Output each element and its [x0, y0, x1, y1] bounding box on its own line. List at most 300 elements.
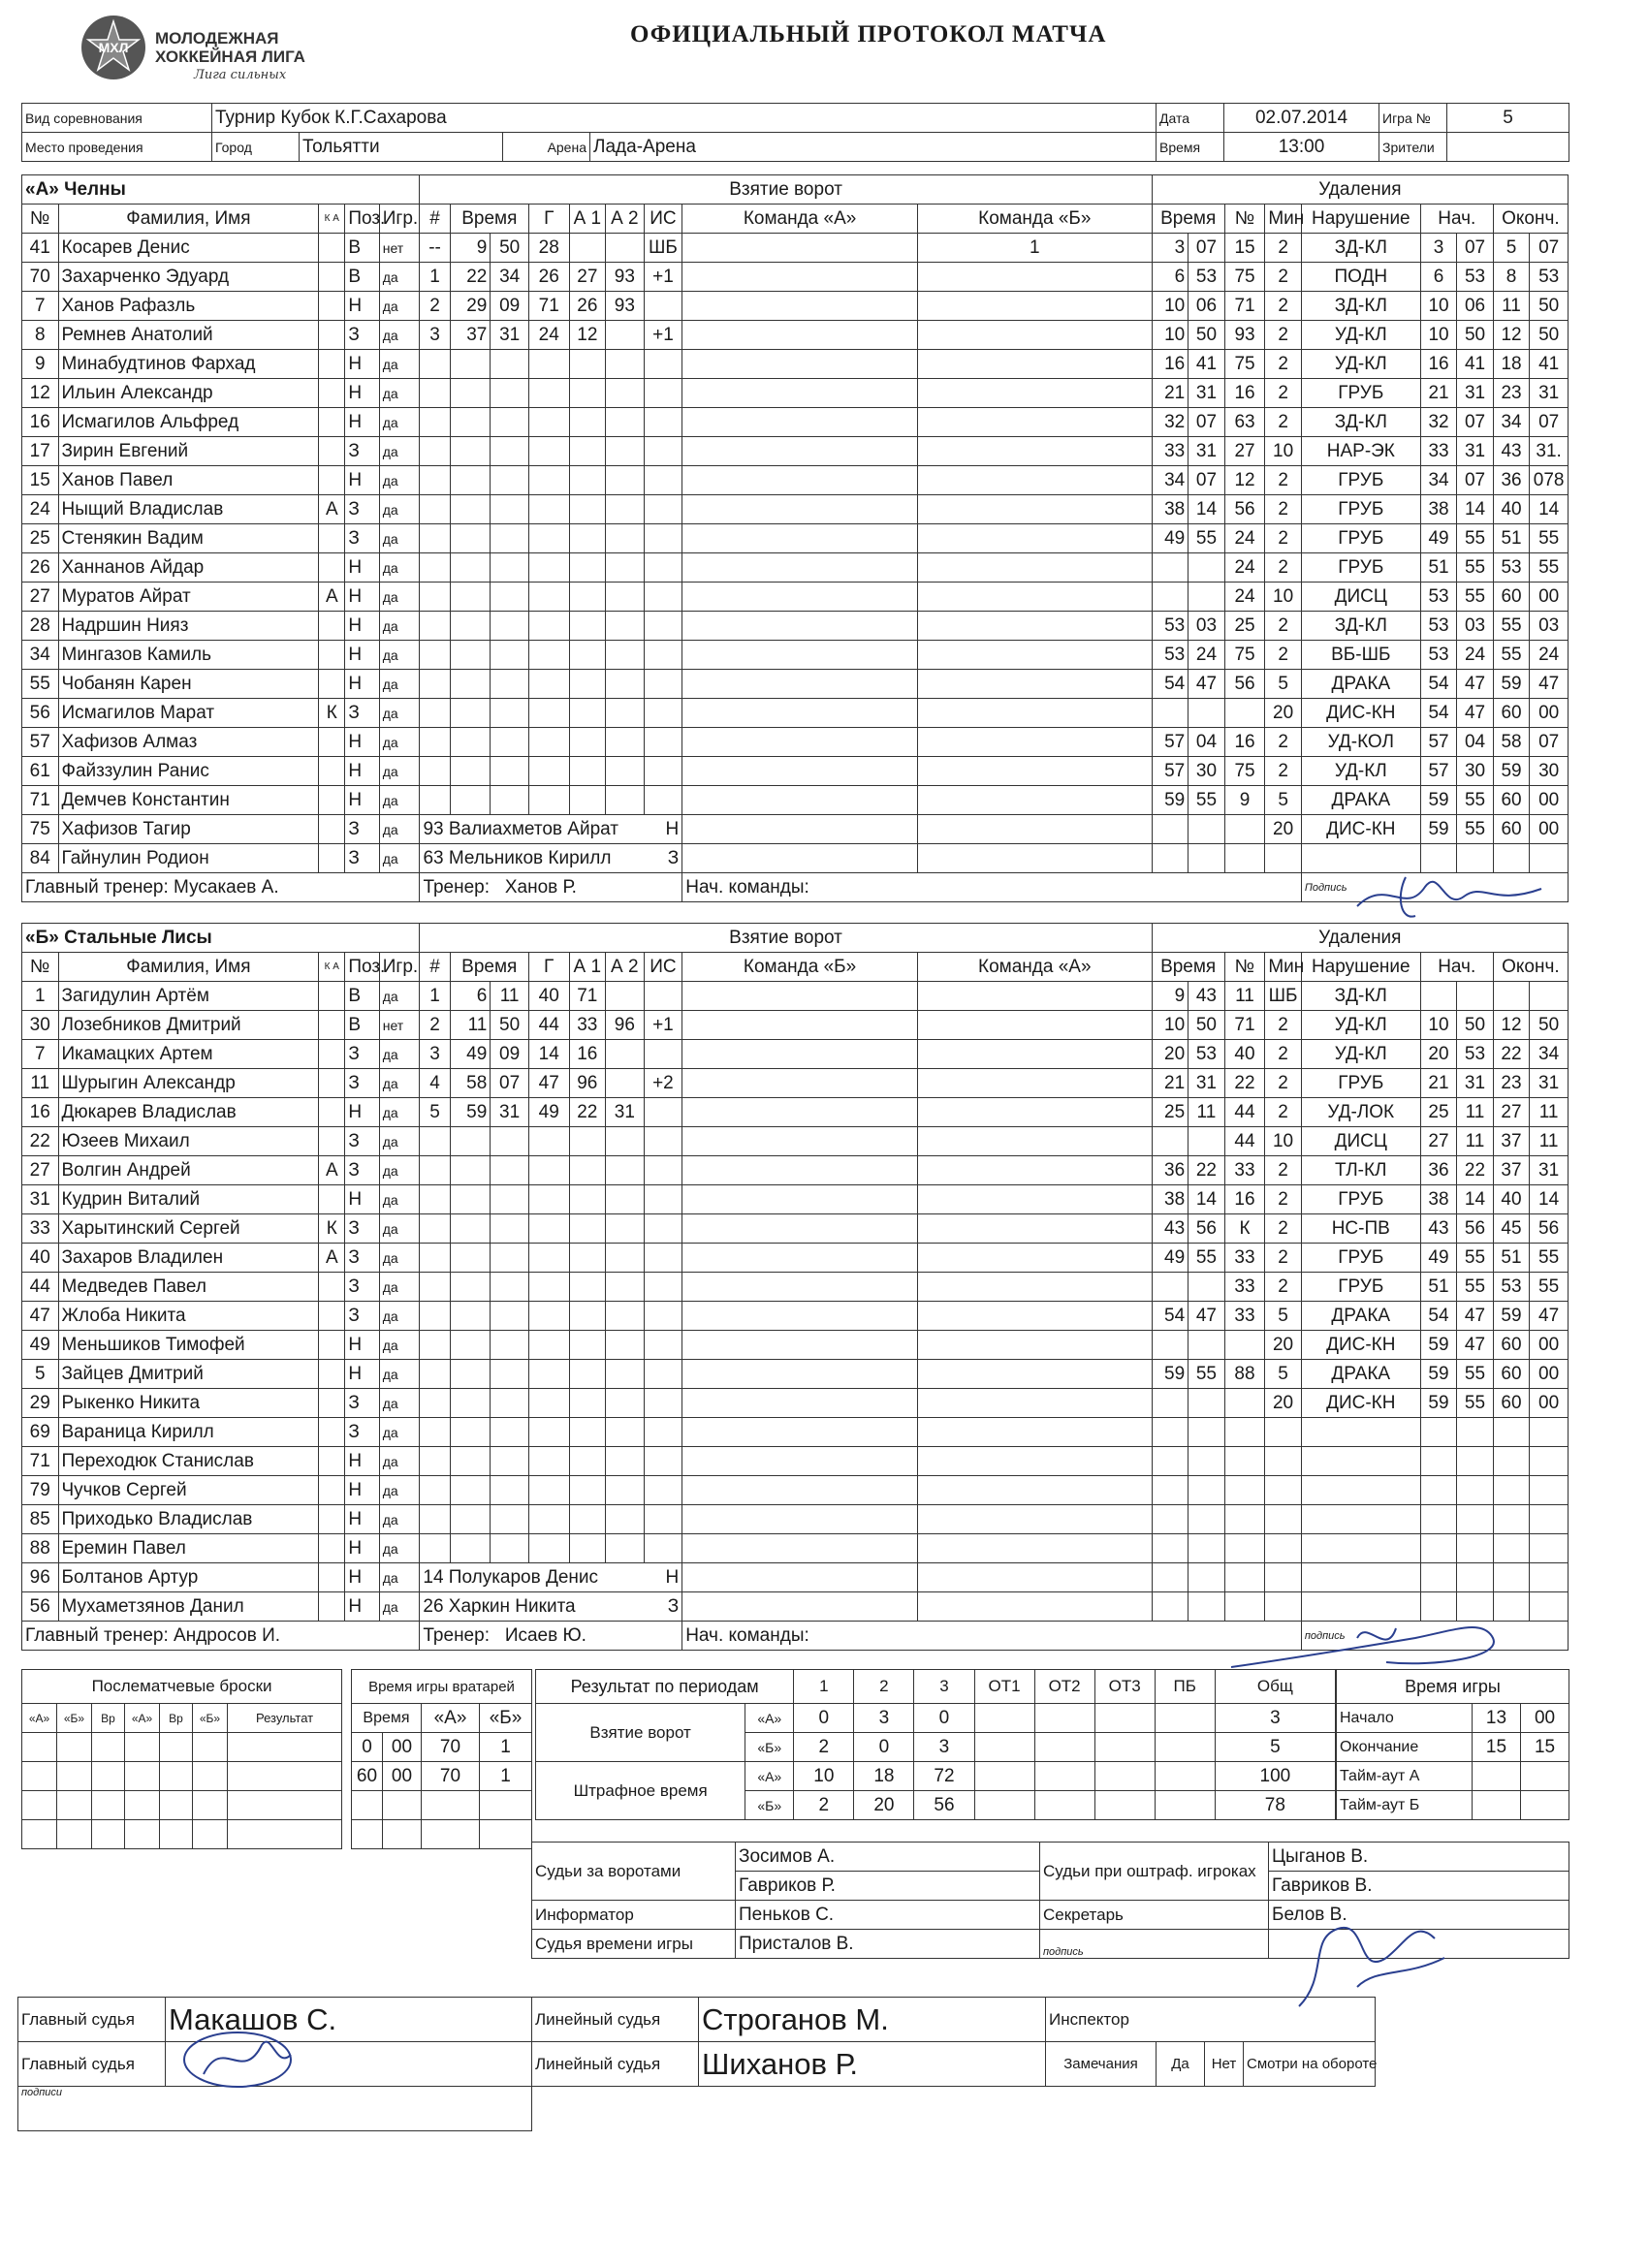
penalty-minutes: 2	[1265, 321, 1302, 350]
penalty-minute: 57	[1152, 757, 1188, 786]
penalty-second	[1188, 1273, 1225, 1302]
penalty-end-sec: 07	[1530, 234, 1569, 263]
goal-team-b-mark	[917, 263, 1152, 292]
player-played: да	[379, 524, 420, 553]
penalty-minutes: 2	[1265, 495, 1302, 524]
penalty-player: 15	[1224, 234, 1265, 263]
goal-scorer	[528, 1331, 569, 1360]
player-row	[22, 379, 1569, 408]
penalty-second: 30	[1188, 757, 1225, 786]
penalty-minute: 59	[1152, 786, 1188, 815]
penalty-end-sec: 55	[1530, 524, 1569, 553]
player-row	[22, 1244, 1569, 1273]
goal-assist2	[606, 1418, 645, 1447]
col-name: Фамилия, Имя	[58, 953, 319, 982]
penalty-start-min: 3	[1420, 234, 1457, 263]
goal-assist1: 26	[569, 292, 606, 321]
goal-team-a-mark	[682, 583, 918, 612]
penalty-second	[1188, 1127, 1225, 1156]
penalty-end-min: 8	[1493, 263, 1530, 292]
col-goal-scorer: Г	[528, 953, 569, 982]
goal-second: 34	[491, 263, 529, 292]
penalty-second: 55	[1188, 524, 1225, 553]
goal-assist2	[606, 1127, 645, 1156]
player-row	[22, 553, 1569, 583]
goal-assist2	[606, 1476, 645, 1505]
penalty-player: 24	[1224, 553, 1265, 583]
goal-number	[420, 1476, 450, 1505]
goal-scorer: 24	[528, 321, 569, 350]
penalty-violation: НАР-ЭК	[1301, 437, 1420, 466]
goal-assist2	[606, 1040, 645, 1069]
penalty-violation: УД-КЛ	[1301, 1011, 1420, 1040]
remarks-yes[interactable]: Да	[1157, 2042, 1205, 2087]
penalty-judge-2: Гавриков В.	[1269, 1872, 1569, 1901]
penalty-second: 50	[1188, 321, 1225, 350]
player-captain-mark	[319, 437, 345, 466]
goal-minute	[450, 1331, 491, 1360]
team-a-signature: Подпись	[1301, 873, 1568, 902]
goal-situation	[644, 728, 682, 757]
goal-second: 11	[491, 982, 529, 1011]
spectators-value	[1447, 133, 1569, 162]
player-row	[22, 1563, 1569, 1592]
penalty-start-min: 21	[1420, 379, 1457, 408]
timekeeper: Присталов В.	[736, 1930, 1040, 1959]
player-row	[22, 1389, 1569, 1418]
goal-team-a-mark	[682, 1244, 918, 1273]
penalty-start-sec: 47	[1457, 670, 1494, 699]
goal-second	[491, 1156, 529, 1185]
penalty-end-min: 53	[1493, 553, 1530, 583]
penalty-minute: 10	[1152, 1011, 1188, 1040]
goal-team-a-mark	[682, 1156, 918, 1185]
goal-scorer	[528, 1389, 569, 1418]
player-position: В	[345, 234, 379, 263]
col-assist1: А 1	[569, 953, 606, 982]
goal-second	[491, 583, 529, 612]
player-row	[22, 1127, 1569, 1156]
goal-minute	[450, 583, 491, 612]
penalty-start-sec	[1457, 1476, 1494, 1505]
penalty-minutes: 2	[1265, 234, 1302, 263]
player-position: Н	[345, 757, 379, 786]
player-number: 16	[22, 408, 59, 437]
player-played: да	[379, 641, 420, 670]
game-no-label: Игра №	[1379, 104, 1447, 133]
goal-number	[420, 1360, 450, 1389]
goal-minute: 9	[450, 234, 491, 263]
goal-situation	[644, 1127, 682, 1156]
penalty-start-min: 59	[1420, 815, 1457, 844]
goalie-row: 60 00 70 1	[352, 1762, 532, 1791]
goal-number: 2	[420, 1011, 450, 1040]
pim-row-a: Штрафное время «А» 10 18 72 100	[536, 1762, 1336, 1791]
goal-second	[491, 1418, 529, 1447]
goal-assist1	[569, 1127, 606, 1156]
goal-assist1	[569, 495, 606, 524]
player-name: Шурыгин Александр	[58, 1069, 319, 1098]
penalty-minutes: 2	[1265, 263, 1302, 292]
goal-situation	[644, 466, 682, 495]
arena-label: Арена	[503, 133, 590, 162]
penalty-player: 75	[1224, 757, 1265, 786]
penalty-judges-label: Судьи при оштраф. игроках	[1040, 1843, 1269, 1901]
penalty-end-sec: 31	[1530, 1069, 1569, 1098]
penalty-player: 33	[1224, 1273, 1265, 1302]
player-played: да	[379, 292, 420, 321]
player-row	[22, 728, 1569, 757]
col-goal-scorer: Г	[528, 205, 569, 234]
penalty-start-sec: 31	[1457, 379, 1494, 408]
goal-number: 1	[420, 263, 450, 292]
penalty-second: 31	[1188, 1069, 1225, 1098]
goal-scorer	[528, 495, 569, 524]
goal-number	[420, 1505, 450, 1534]
goal-team-a-mark	[682, 408, 918, 437]
penalties-title: Удаления	[1152, 175, 1568, 205]
player-row	[22, 1447, 1569, 1476]
timeout-a-label: Тайм-аут А	[1337, 1762, 1473, 1791]
penalty-player: 75	[1224, 350, 1265, 379]
goal-assist1: 71	[569, 982, 606, 1011]
match-info	[21, 103, 1569, 162]
penalty-start-min	[1420, 1476, 1457, 1505]
penalty-minute: 53	[1152, 641, 1188, 670]
goal-second	[491, 1302, 529, 1331]
penalty-minute: 38	[1152, 495, 1188, 524]
goal-number	[420, 437, 450, 466]
competition-label: Вид соревнования	[22, 104, 212, 133]
spectators-label: Зрители	[1379, 133, 1447, 162]
goal-team-a-mark	[682, 1273, 918, 1302]
penalty-second: 14	[1188, 1185, 1225, 1214]
player-row	[22, 1214, 1569, 1244]
city-value: Тольятти	[300, 133, 503, 162]
goal-number	[420, 350, 450, 379]
penalty-end-min: 60	[1493, 786, 1530, 815]
penalty-start-sec: 24	[1457, 641, 1494, 670]
goal-team-b-mark	[917, 1244, 1152, 1273]
player-captain-mark: А	[319, 1244, 345, 1273]
player-played: да	[379, 1534, 420, 1563]
penalty-minutes: 2	[1265, 350, 1302, 379]
penalty-start-min: 10	[1420, 292, 1457, 321]
penalty-start-sec: 55	[1457, 583, 1494, 612]
goal-minute	[450, 1389, 491, 1418]
shootout-col-a: «А»	[22, 1704, 57, 1733]
penalty-start-sec: 47	[1457, 699, 1494, 728]
player-number: 22	[22, 1127, 59, 1156]
goal-scorer	[528, 1534, 569, 1563]
goal-assist1	[569, 350, 606, 379]
penalty-start-min: 53	[1420, 641, 1457, 670]
goal-team-a-mark	[682, 1069, 918, 1098]
penalty-minute: 36	[1152, 1156, 1188, 1185]
penalty-minutes: 2	[1265, 1214, 1302, 1244]
end-label: Окончание	[1337, 1733, 1473, 1762]
col-pen-start: Нач.	[1420, 205, 1493, 234]
remarks-no[interactable]: Нет	[1205, 2042, 1244, 2087]
player-played: да	[379, 1505, 420, 1534]
player-number: 31	[22, 1185, 59, 1214]
goal-team-b-mark	[917, 728, 1152, 757]
player-position: Н	[345, 1476, 379, 1505]
penalty-start-min: 59	[1420, 1331, 1457, 1360]
goal-situation: +1	[644, 263, 682, 292]
penalty-end-sec: 34	[1530, 1040, 1569, 1069]
goal-team-b-mark	[917, 1127, 1152, 1156]
goal-assist2: 96	[606, 1011, 645, 1040]
goal-assist1	[569, 1185, 606, 1214]
penalty-violation: ГРУБ	[1301, 466, 1420, 495]
penalty-end-sec: 07	[1530, 408, 1569, 437]
penalty-start-sec: 56	[1457, 1214, 1494, 1244]
penalty-end-sec	[1530, 1418, 1569, 1447]
penalty-player: 44	[1224, 1127, 1265, 1156]
col-pen-min: Мин	[1265, 205, 1302, 234]
player-name: Муратов Айрат	[58, 583, 319, 612]
goal-second: 50	[491, 234, 529, 263]
goal-team-a-mark	[682, 524, 918, 553]
penalty-start-sec: 14	[1457, 1185, 1494, 1214]
player-name: Ильин Александр	[58, 379, 319, 408]
goal-team-b-mark	[917, 1011, 1152, 1040]
penalty-second	[1188, 1534, 1225, 1563]
goal-assist2	[606, 495, 645, 524]
player-name: Ремнев Анатолий	[58, 321, 319, 350]
player-number: 26	[22, 553, 59, 583]
col-pen-time: Время	[1152, 953, 1224, 982]
player-number: 61	[22, 757, 59, 786]
goal-second	[491, 612, 529, 641]
goal-assist2	[606, 524, 645, 553]
goal-assist1	[569, 1214, 606, 1244]
penalty-start-min	[1420, 1447, 1457, 1476]
penalty-player	[1224, 1563, 1265, 1592]
goals-title: Взятие ворот	[420, 175, 1152, 205]
goal-second	[491, 1476, 529, 1505]
game-time-title: Время игры	[1337, 1670, 1569, 1704]
player-played: да	[379, 1040, 420, 1069]
player-captain-mark: А	[319, 583, 345, 612]
player-number: 57	[22, 728, 59, 757]
penalty-minutes: 2	[1265, 1069, 1302, 1098]
player-position: З	[345, 1244, 379, 1273]
goal-scorer	[528, 1447, 569, 1476]
penalty-start-min: 51	[1420, 553, 1457, 583]
goal-number: 3	[420, 321, 450, 350]
penalty-end-sec: 11	[1530, 1127, 1569, 1156]
penalty-minutes: 5	[1265, 786, 1302, 815]
col-goal-time: Время	[450, 205, 528, 234]
penalty-minute	[1152, 553, 1188, 583]
penalty-end-min: 27	[1493, 1098, 1530, 1127]
penalty-player	[1224, 1418, 1265, 1447]
goal-minute	[450, 1185, 491, 1214]
penalty-end-min: 51	[1493, 524, 1530, 553]
player-captain-mark	[319, 350, 345, 379]
penalty-violation: УД-КЛ	[1301, 350, 1420, 379]
goal-second	[491, 786, 529, 815]
player-position: З	[345, 1418, 379, 1447]
player-row	[22, 786, 1569, 815]
goal-situation	[644, 1156, 682, 1185]
goal-second: 50	[491, 1011, 529, 1040]
player-position: Н	[345, 1534, 379, 1563]
player-captain-mark: К	[319, 699, 345, 728]
player-name: Ныщий Владислав	[58, 495, 319, 524]
penalty-second: 07	[1188, 234, 1225, 263]
player-played: нет	[379, 234, 420, 263]
player-name: Зирин Евгений	[58, 437, 319, 466]
goal-scorer: 49	[528, 1098, 569, 1127]
player-position: Н	[345, 1098, 379, 1127]
goal-situation	[644, 437, 682, 466]
goal-team-a-mark	[682, 234, 918, 263]
player-played: да	[379, 1302, 420, 1331]
player-number: 7	[22, 292, 59, 321]
goal-scorer	[528, 1273, 569, 1302]
arena-value: Лада-Арена	[590, 133, 1157, 162]
end-hour: 15	[1473, 1733, 1521, 1762]
player-number: 11	[22, 1069, 59, 1098]
penalty-end-min	[1493, 1447, 1530, 1476]
penalty-minutes: 2	[1265, 1185, 1302, 1214]
penalty-start-sec	[1457, 1418, 1494, 1447]
player-position: Н	[345, 1447, 379, 1476]
player-captain-mark	[319, 1534, 345, 1563]
goal-minute	[450, 1214, 491, 1244]
player-captain-mark	[319, 466, 345, 495]
penalty-start-min: 51	[1420, 1273, 1457, 1302]
goal-assist2	[606, 1534, 645, 1563]
goal-team-b-mark	[917, 641, 1152, 670]
goal-number: 4	[420, 1069, 450, 1098]
goal-team-b-mark	[917, 1505, 1152, 1534]
penalty-player	[1224, 699, 1265, 728]
team-b-signature-mark	[1221, 1609, 1512, 1686]
goal-minute	[450, 1302, 491, 1331]
goal-second: 09	[491, 1040, 529, 1069]
backup-goalie-name: 63 Мельников Кирилл	[423, 847, 612, 868]
penalty-end-sec: 00	[1530, 1331, 1569, 1360]
penalty-minutes: 2	[1265, 641, 1302, 670]
player-row	[22, 583, 1569, 612]
player-position: З	[345, 699, 379, 728]
player-number: 27	[22, 1156, 59, 1185]
col-pen-no: №	[1224, 205, 1265, 234]
penalty-end-min: 36	[1493, 466, 1530, 495]
player-number: 96	[22, 1563, 59, 1592]
city-label: Город	[212, 133, 300, 162]
penalty-end-min: 40	[1493, 495, 1530, 524]
player-row	[22, 1156, 1569, 1185]
player-number: 15	[22, 466, 59, 495]
player-name: Ханнанов Айдар	[58, 553, 319, 583]
player-number: 85	[22, 1505, 59, 1534]
player-name: Файззулин Ранис	[58, 757, 319, 786]
goal-team-a-mark	[682, 1098, 918, 1127]
penalty-minute	[1152, 1331, 1188, 1360]
player-captain-mark	[319, 1040, 345, 1069]
player-number: 25	[22, 524, 59, 553]
main-ref-signature-mark	[165, 2016, 320, 2094]
penalty-end-min: 59	[1493, 670, 1530, 699]
col-pos: Поз.	[345, 953, 379, 982]
penalty-minute: 59	[1152, 1360, 1188, 1389]
goal-number	[420, 1534, 450, 1563]
goal-assist1	[569, 1360, 606, 1389]
goal-assist2	[606, 1185, 645, 1214]
penalty-minutes: 10	[1265, 1127, 1302, 1156]
penalty-end-min: 59	[1493, 1302, 1530, 1331]
goal-team-a-mark	[682, 699, 918, 728]
player-name: Чучков Сергей	[58, 1476, 319, 1505]
player-number: 71	[22, 786, 59, 815]
penalty-start-sec	[1457, 1505, 1494, 1534]
penalty-player: 88	[1224, 1360, 1265, 1389]
penalty-second: 41	[1188, 350, 1225, 379]
player-name: Еремин Павел	[58, 1534, 319, 1563]
penalty-minutes: 2	[1265, 1011, 1302, 1040]
player-position: Н	[345, 379, 379, 408]
penalty-second	[1188, 1389, 1225, 1418]
player-captain-mark	[319, 1447, 345, 1476]
player-number: 12	[22, 379, 59, 408]
player-played: да	[379, 1360, 420, 1389]
goal-situation	[644, 524, 682, 553]
goals-label: Взятие ворот	[536, 1704, 745, 1762]
penalty-start-sec: 14	[1457, 495, 1494, 524]
goal-team-b-mark	[917, 350, 1152, 379]
backup-goalie-position: Н	[665, 1566, 680, 1588]
penalty-end-sec: 00	[1530, 1389, 1569, 1418]
penalty-end-sec	[1530, 982, 1569, 1011]
goal-second: 31	[491, 1098, 529, 1127]
penalty-second: 55	[1188, 786, 1225, 815]
goal-assist1	[569, 524, 606, 553]
player-played: да	[379, 844, 420, 873]
venue-label: Место проведения	[22, 133, 212, 162]
goal-assist2	[606, 408, 645, 437]
col-team-a: Команда «А»	[917, 953, 1152, 982]
penalty-minutes: 5	[1265, 1360, 1302, 1389]
penalty-end-min: 37	[1493, 1156, 1530, 1185]
goal-second	[491, 1244, 529, 1273]
goal-team-a-mark	[682, 292, 918, 321]
goal-second	[491, 1127, 529, 1156]
goal-minute: 11	[450, 1011, 491, 1040]
penalty-minute	[1152, 583, 1188, 612]
goal-number	[420, 612, 450, 641]
goal-scorer: 40	[528, 982, 569, 1011]
goal-second: 07	[491, 1069, 529, 1098]
penalty-start-sec: 47	[1457, 1331, 1494, 1360]
penalty-start-sec	[1457, 1534, 1494, 1563]
penalty-minute: 10	[1152, 321, 1188, 350]
goal-team-a-mark	[682, 1331, 918, 1360]
player-position: Н	[345, 1563, 379, 1592]
player-name: Волгин Андрей	[58, 1156, 319, 1185]
penalty-minute	[1152, 1476, 1188, 1505]
backup-goalie-position: З	[667, 847, 680, 868]
goal-team-b-mark	[917, 844, 1152, 873]
player-name: Минабудтинов Фархад	[58, 350, 319, 379]
penalty-violation: ГРУБ	[1301, 1244, 1420, 1273]
penalty-violation: ВБ-ШБ	[1301, 641, 1420, 670]
player-name: Исмагилов Альфред	[58, 408, 319, 437]
